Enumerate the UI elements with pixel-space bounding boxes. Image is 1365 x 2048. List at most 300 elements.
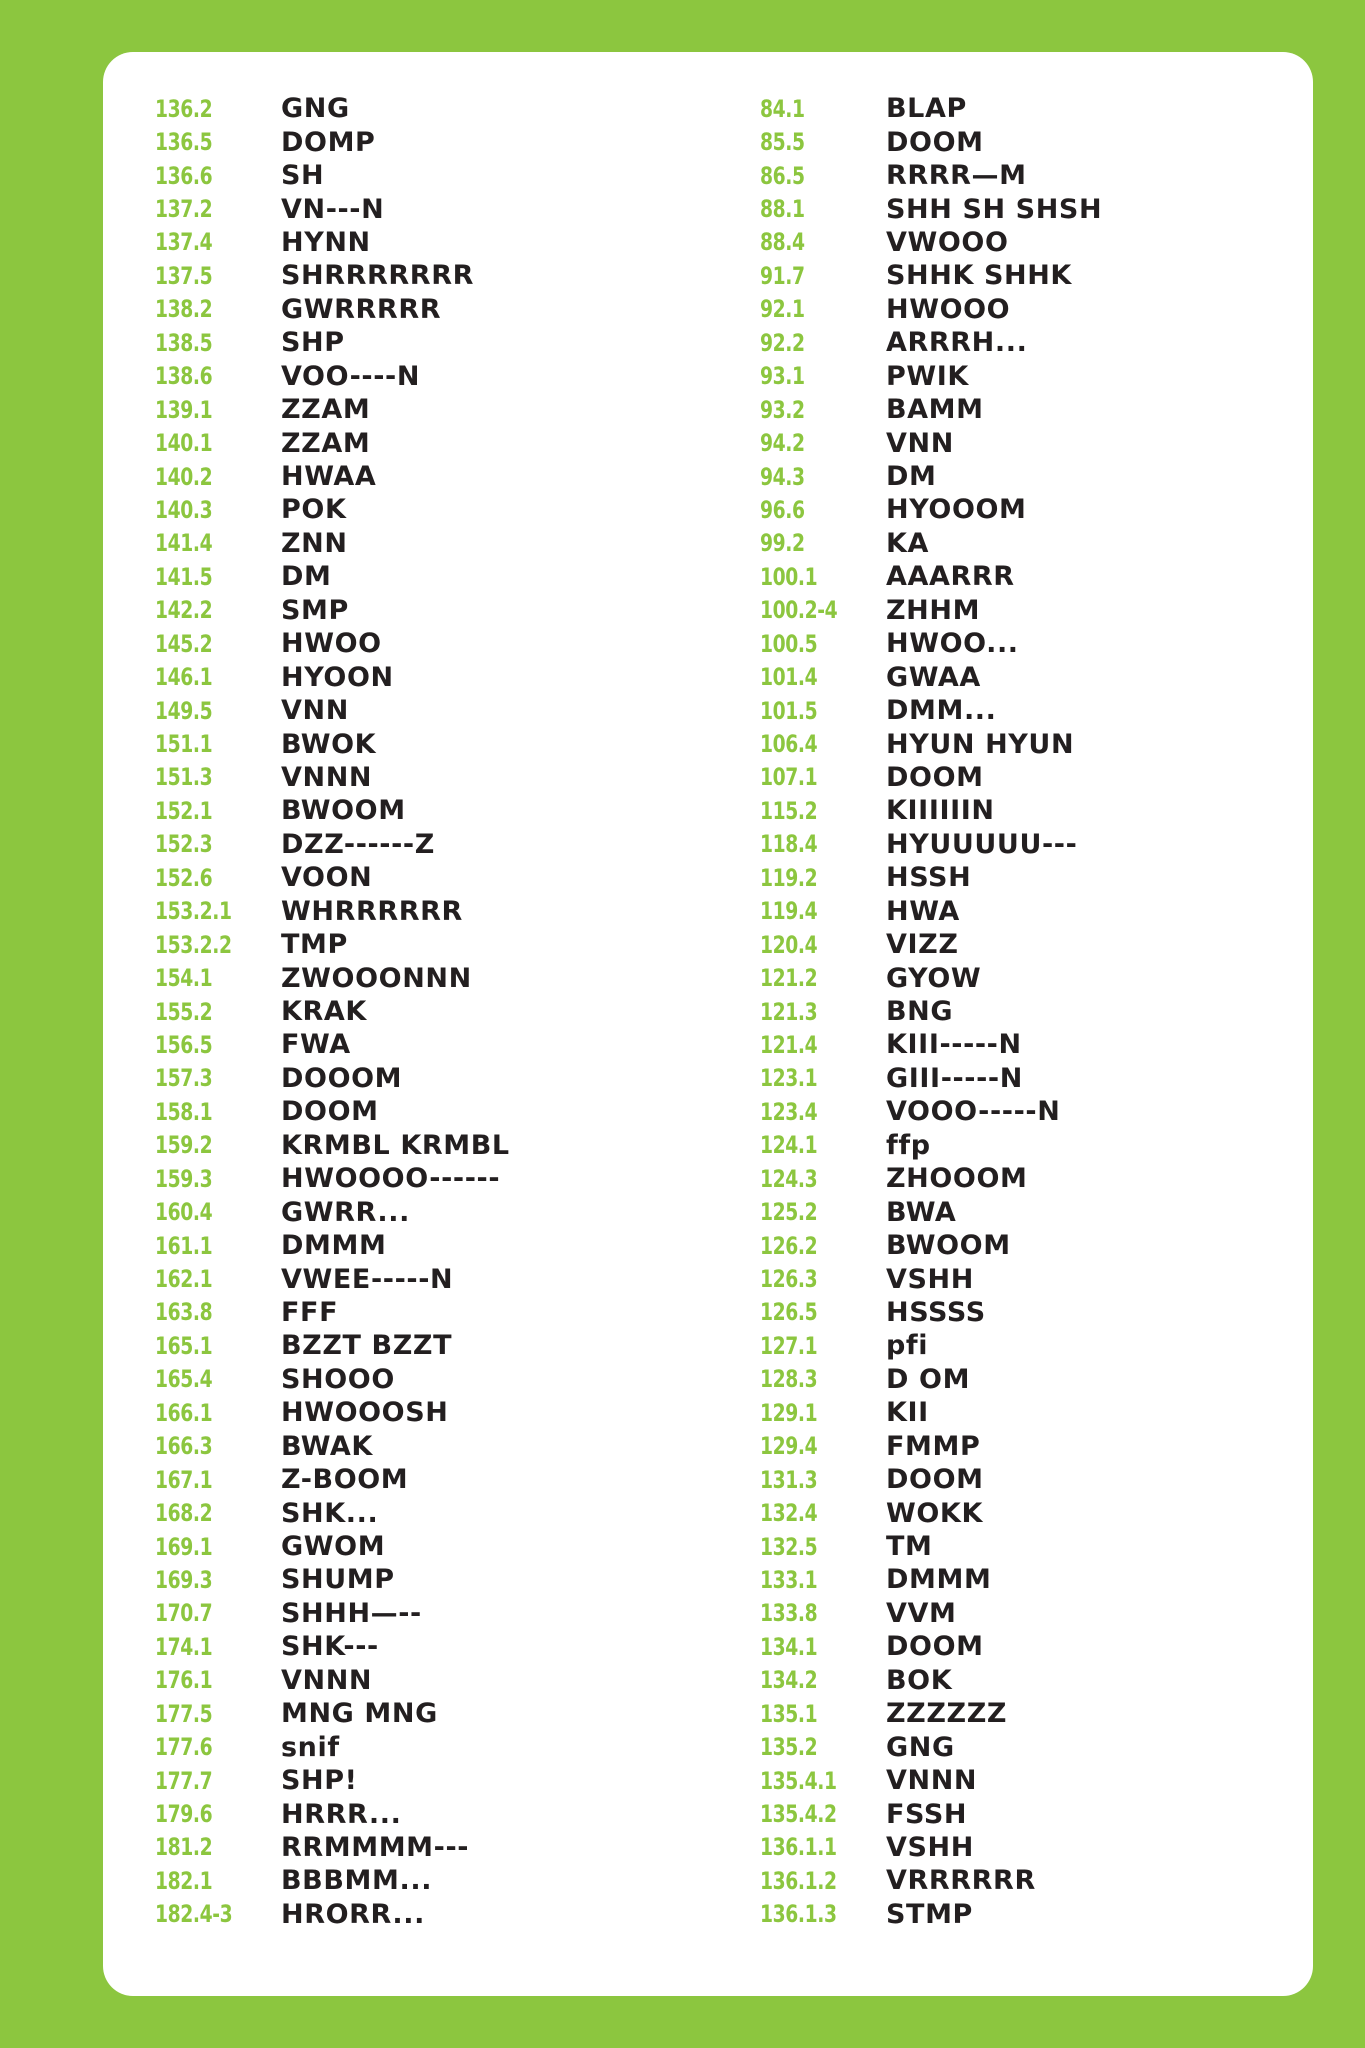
glossary-row xyxy=(155,1730,510,1763)
page-panel-number: 181.2 xyxy=(155,1833,213,1862)
sfx-glossary-card xyxy=(103,52,1313,1996)
sound-effect-text: GYOW xyxy=(886,962,982,994)
sound-effect-text: DOOOM xyxy=(281,1062,403,1094)
page-panel-number: 166.3 xyxy=(155,1432,213,1461)
page-panel-number: 152.6 xyxy=(155,863,213,892)
page-panel-number: 182.4-3 xyxy=(155,1900,233,1929)
sound-effect-text: VOOO-----N xyxy=(886,1096,1061,1128)
sound-effect-text: SHH SH SHSH xyxy=(886,193,1103,225)
sound-effect-text: TM xyxy=(886,1531,933,1563)
sound-effect-text: PWIK xyxy=(886,360,969,392)
sound-effect-text: ZHHM xyxy=(886,594,981,626)
sound-effect-text: HYUN HYUN xyxy=(886,728,1075,760)
sound-effect-text: KA xyxy=(886,527,930,559)
page-panel-number: 134.2 xyxy=(760,1666,818,1695)
page-panel-number: 121.3 xyxy=(760,997,818,1026)
sound-effect-text: DOOM xyxy=(886,1464,984,1496)
page-panel-number: 149.5 xyxy=(155,696,213,725)
glossary-row xyxy=(155,226,510,259)
glossary-row xyxy=(155,961,510,994)
page-panel-number: 158.1 xyxy=(155,1097,213,1126)
page-panel-number: 156.5 xyxy=(155,1030,213,1059)
page-panel-number: 107.1 xyxy=(760,763,818,792)
glossary-row xyxy=(155,1262,510,1295)
glossary-row xyxy=(760,1262,1102,1295)
glossary-row xyxy=(155,1329,510,1362)
sound-effect-text: Z-BOOM xyxy=(281,1464,409,1496)
sound-effect-text: SHP xyxy=(281,327,345,359)
sound-effect-text: HYOON xyxy=(281,661,394,693)
sound-effect-text: DMMM xyxy=(886,1564,992,1596)
sound-effect-text: FFF xyxy=(281,1296,339,1328)
glossary-row xyxy=(155,1797,510,1830)
sound-effect-text: GNG xyxy=(886,1731,955,1763)
page-panel-number: 135.4.2 xyxy=(760,1800,837,1829)
sound-effect-text: GWRR... xyxy=(281,1196,410,1228)
sound-effect-text: snif xyxy=(281,1731,340,1763)
sound-effect-text: ZZZZZZ xyxy=(886,1698,1008,1730)
glossary-row xyxy=(760,1898,1102,1931)
glossary-row xyxy=(155,594,510,627)
left-column xyxy=(155,92,510,1931)
sound-effect-text: WOKK xyxy=(886,1497,983,1529)
sound-effect-text: DOMP xyxy=(281,126,376,158)
glossary-row xyxy=(760,995,1102,1028)
page-panel-number: 126.5 xyxy=(760,1298,818,1327)
page-panel-number: 94.3 xyxy=(760,462,805,491)
page-panel-number: 153.2.1 xyxy=(155,897,232,926)
glossary-row xyxy=(760,1062,1102,1095)
page-panel-number: 93.1 xyxy=(760,362,805,391)
page-panel-number: 138.2 xyxy=(155,295,213,324)
page-panel-number: 179.6 xyxy=(155,1800,213,1829)
page-panel-number: 152.3 xyxy=(155,830,213,859)
page-panel-number: 85.5 xyxy=(760,128,805,157)
glossary-row xyxy=(155,1162,510,1195)
sound-effect-text: GWOM xyxy=(281,1531,386,1563)
glossary-row xyxy=(155,1764,510,1797)
glossary-row xyxy=(760,1363,1102,1396)
page-panel-number: 137.5 xyxy=(155,261,213,290)
glossary-row xyxy=(760,125,1102,158)
page-panel-number: 121.2 xyxy=(760,964,818,993)
page-panel-number: 138.6 xyxy=(155,362,213,391)
page-panel-number: 165.1 xyxy=(155,1331,213,1360)
sound-effect-text: HRRR... xyxy=(281,1798,402,1830)
page-panel-number: 169.1 xyxy=(155,1532,213,1561)
sound-effect-text: HWOO... xyxy=(886,628,1019,660)
glossary-row xyxy=(155,1396,510,1429)
sound-effect-text: GNG xyxy=(281,93,350,125)
page-panel-number: 101.5 xyxy=(760,696,818,725)
sound-effect-text: VNN xyxy=(281,695,349,727)
page-panel-number: 94.2 xyxy=(760,429,805,458)
sound-effect-text: DM xyxy=(886,461,937,493)
page-panel-number: 126.2 xyxy=(760,1231,818,1260)
sound-effect-text: VNNN xyxy=(886,1765,978,1797)
glossary-row xyxy=(760,560,1102,593)
page-panel-number: 100.1 xyxy=(760,562,818,591)
page-panel-number: 165.4 xyxy=(155,1365,213,1394)
page-panel-number: 136.1.1 xyxy=(760,1833,837,1862)
page-panel-number: 106.4 xyxy=(760,730,818,759)
page-panel-number: 177.5 xyxy=(155,1699,213,1728)
glossary-row xyxy=(155,1831,510,1864)
glossary-row xyxy=(155,460,510,493)
sound-effect-text: HSSH xyxy=(886,862,972,894)
page-panel-number: 152.1 xyxy=(155,796,213,825)
glossary-row xyxy=(155,627,510,660)
page-panel-number: 133.1 xyxy=(760,1565,818,1594)
sound-effect-text: HYUUUUU--- xyxy=(886,828,1078,860)
page-panel-number: 92.2 xyxy=(760,328,805,357)
sound-effect-text: VIZZ xyxy=(886,929,959,961)
glossary-row xyxy=(155,995,510,1028)
glossary-row xyxy=(760,1797,1102,1830)
page-panel-number: 127.1 xyxy=(760,1331,818,1360)
page-panel-number: 167.1 xyxy=(155,1465,213,1494)
sound-effect-text: HWOO xyxy=(281,628,382,660)
sound-effect-text: VOO----N xyxy=(281,360,421,392)
sound-effect-text: BBBMM... xyxy=(281,1865,433,1897)
glossary-row xyxy=(760,627,1102,660)
glossary-row xyxy=(760,594,1102,627)
glossary-row xyxy=(760,326,1102,359)
glossary-row xyxy=(155,360,510,393)
sound-effect-text: BWOK xyxy=(281,728,377,760)
sound-effect-text: HYOOOM xyxy=(886,494,1027,526)
sound-effect-text: BWOOM xyxy=(886,1230,1011,1262)
sound-effect-text: KRMBL KRMBL xyxy=(281,1129,510,1161)
sound-effect-text: VNNN xyxy=(281,1664,373,1696)
glossary-row xyxy=(155,560,510,593)
sound-effect-text: GIII-----N xyxy=(886,1062,1023,1094)
page-panel-number: 141.4 xyxy=(155,529,213,558)
page-panel-number: 84.1 xyxy=(760,94,805,123)
page-panel-number: 157.3 xyxy=(155,1064,213,1093)
page-panel-number: 135.2 xyxy=(760,1733,818,1762)
sound-effect-text: KIIIIIIN xyxy=(886,795,995,827)
glossary-row xyxy=(155,426,510,459)
sound-effect-text: SHOOO xyxy=(281,1363,395,1395)
sound-effect-text: D OM xyxy=(886,1363,971,1395)
sound-effect-text: VRRRRRR xyxy=(886,1865,1036,1897)
glossary-row xyxy=(760,1530,1102,1563)
page-panel-number: 163.8 xyxy=(155,1298,213,1327)
sound-effect-text: AAARRR xyxy=(886,561,1015,593)
page-panel-number: 100.5 xyxy=(760,629,818,658)
page-panel-number: 151.3 xyxy=(155,763,213,792)
page-panel-number: 121.4 xyxy=(760,1030,818,1059)
glossary-row xyxy=(155,259,510,292)
glossary-row xyxy=(760,1697,1102,1730)
glossary-row xyxy=(760,1028,1102,1061)
page-panel-number: 93.2 xyxy=(760,395,805,424)
glossary-row xyxy=(155,125,510,158)
glossary-row xyxy=(155,828,510,861)
sound-effect-text: MNG MNG xyxy=(281,1698,438,1730)
sound-effect-text: BWOOM xyxy=(281,795,406,827)
page-panel-number: 136.5 xyxy=(155,128,213,157)
glossary-row xyxy=(155,1062,510,1095)
glossary-row xyxy=(760,1597,1102,1630)
glossary-row xyxy=(760,1463,1102,1496)
glossary-row xyxy=(155,1496,510,1529)
page-panel-number: 123.1 xyxy=(760,1064,818,1093)
sound-effect-text: VOON xyxy=(281,862,373,894)
page-panel-number: 125.2 xyxy=(760,1198,818,1227)
page-panel-number: 136.2 xyxy=(155,94,213,123)
sound-effect-text: ZWOOONNN xyxy=(281,962,472,994)
glossary-row xyxy=(155,293,510,326)
page-panel-number: 135.1 xyxy=(760,1699,818,1728)
sound-effect-text: ZNN xyxy=(281,527,348,559)
glossary-row xyxy=(760,1563,1102,1596)
glossary-row xyxy=(155,727,510,760)
glossary-row xyxy=(155,1898,510,1931)
sound-effect-text: BZZT BZZT xyxy=(281,1330,453,1362)
glossary-row xyxy=(760,1864,1102,1897)
sound-effect-text: DMM... xyxy=(886,695,997,727)
sound-effect-text: HWAA xyxy=(281,461,377,493)
sound-effect-text: HYNN xyxy=(281,226,371,258)
glossary-row xyxy=(155,694,510,727)
page-panel-number: 120.4 xyxy=(760,930,818,959)
sound-effect-text: TMP xyxy=(281,929,348,961)
glossary-row xyxy=(155,1664,510,1697)
sound-effect-text: KIII-----N xyxy=(886,1029,1022,1061)
sound-effect-text: ffp xyxy=(886,1129,931,1161)
glossary-row xyxy=(760,460,1102,493)
sound-effect-text: FSSH xyxy=(886,1798,968,1830)
page-panel-number: 153.2.2 xyxy=(155,930,232,959)
page-panel-number: 135.4.1 xyxy=(760,1766,837,1795)
sound-effect-text: KRAK xyxy=(281,996,367,1028)
page-panel-number: 101.4 xyxy=(760,663,818,692)
glossary-row xyxy=(760,493,1102,526)
sound-effect-text: ZHOOOM xyxy=(886,1163,1028,1195)
glossary-row xyxy=(760,727,1102,760)
page-panel-number: 145.2 xyxy=(155,629,213,658)
glossary-row xyxy=(760,360,1102,393)
glossary-row xyxy=(155,1597,510,1630)
glossary-row xyxy=(760,527,1102,560)
page-panel-number: 138.5 xyxy=(155,328,213,357)
glossary-row xyxy=(760,1129,1102,1162)
sound-effect-text: DMMM xyxy=(281,1230,387,1262)
page-panel-number: 124.1 xyxy=(760,1131,818,1160)
glossary-row xyxy=(155,527,510,560)
glossary-row xyxy=(155,1430,510,1463)
page-panel-number: 136.1.3 xyxy=(760,1900,837,1929)
glossary-row xyxy=(760,1229,1102,1262)
glossary-row xyxy=(155,1697,510,1730)
sound-effect-text: SHHH—-- xyxy=(281,1597,422,1629)
glossary-row xyxy=(760,1496,1102,1529)
glossary-row xyxy=(760,293,1102,326)
glossary-row xyxy=(760,259,1102,292)
sound-effect-text: GWAA xyxy=(886,661,981,693)
page-panel-number: 88.1 xyxy=(760,195,805,224)
sound-effect-text: VWEE-----N xyxy=(281,1263,454,1295)
sound-effect-text: DOOM xyxy=(281,1096,379,1128)
page-panel-number: 159.3 xyxy=(155,1164,213,1193)
page-panel-number: 132.5 xyxy=(760,1532,818,1561)
sound-effect-text: RRRR—M xyxy=(886,160,1027,192)
page-panel-number: 115.2 xyxy=(760,796,818,825)
glossary-row xyxy=(760,828,1102,861)
sound-effect-text: BNG xyxy=(886,996,954,1028)
glossary-row xyxy=(760,192,1102,225)
glossary-row xyxy=(760,1329,1102,1362)
page-panel-number: 140.3 xyxy=(155,495,213,524)
sound-effect-text: SHHK SHHK xyxy=(886,260,1072,292)
glossary-row xyxy=(155,1229,510,1262)
page-panel-number: 118.4 xyxy=(760,830,818,859)
glossary-row xyxy=(760,694,1102,727)
sound-effect-text: ZZAM xyxy=(281,427,371,459)
glossary-row xyxy=(155,861,510,894)
sound-effect-text: VNNN xyxy=(281,761,373,793)
glossary-row xyxy=(760,660,1102,693)
sound-effect-text: BWA xyxy=(886,1196,957,1228)
sound-effect-text: pfi xyxy=(886,1330,929,1362)
sound-effect-text: SHP! xyxy=(281,1765,358,1797)
glossary-row xyxy=(155,1563,510,1596)
glossary-row xyxy=(155,1363,510,1396)
glossary-row xyxy=(760,961,1102,994)
page-panel-number: 126.3 xyxy=(760,1265,818,1294)
page-panel-number: 92.1 xyxy=(760,295,805,324)
glossary-row xyxy=(155,1630,510,1663)
glossary-row xyxy=(155,794,510,827)
sound-effect-text: SHK... xyxy=(281,1497,379,1529)
glossary-row xyxy=(155,1463,510,1496)
sound-effect-text: ARRRH... xyxy=(886,327,1028,359)
sound-effect-text: STMP xyxy=(886,1898,973,1930)
glossary-row xyxy=(760,159,1102,192)
glossary-row xyxy=(760,1296,1102,1329)
page-panel-number: 136.1.2 xyxy=(760,1866,837,1895)
page-panel-number: 100.2-4 xyxy=(760,596,838,625)
glossary-row xyxy=(760,761,1102,794)
glossary-row xyxy=(760,1195,1102,1228)
page-panel-number: 91.7 xyxy=(760,261,805,290)
sound-effect-text: DZZ------Z xyxy=(281,828,435,860)
page-panel-number: 155.2 xyxy=(155,997,213,1026)
glossary-row xyxy=(760,1764,1102,1797)
page-panel-number: 131.3 xyxy=(760,1465,818,1494)
page-panel-number: 159.2 xyxy=(155,1131,213,1160)
glossary-row xyxy=(760,895,1102,928)
page-panel-number: 140.2 xyxy=(155,462,213,491)
sound-effect-text: HWOOOO------ xyxy=(281,1163,501,1195)
sound-effect-text: DOOM xyxy=(886,761,984,793)
page-panel-number: 133.8 xyxy=(760,1599,818,1628)
glossary-row xyxy=(155,895,510,928)
sound-effect-text: HWOOO xyxy=(886,293,1011,325)
sound-effect-text: DOOM xyxy=(886,1631,984,1663)
glossary-row xyxy=(760,92,1102,125)
page-panel-number: 119.4 xyxy=(760,897,818,926)
sound-effect-text: BLAP xyxy=(886,93,967,125)
page-panel-number: 161.1 xyxy=(155,1231,213,1260)
glossary-row xyxy=(155,1296,510,1329)
glossary-row xyxy=(155,1195,510,1228)
page-panel-number: 170.7 xyxy=(155,1599,213,1628)
sound-effect-text: HSSSS xyxy=(886,1296,986,1328)
sound-effect-text: HWA xyxy=(886,895,960,927)
sound-effect-text: VNN xyxy=(886,427,954,459)
glossary-row xyxy=(760,1831,1102,1864)
page-panel-number: 132.4 xyxy=(760,1499,818,1528)
page-panel-number: 177.7 xyxy=(155,1766,213,1795)
page-panel-number: 96.6 xyxy=(760,495,805,524)
sound-effect-text: BWAK xyxy=(281,1430,373,1462)
page-panel-number: 139.1 xyxy=(155,395,213,424)
page-panel-number: 168.2 xyxy=(155,1499,213,1528)
sound-effect-text: SHUMP xyxy=(281,1564,395,1596)
glossary-row xyxy=(155,92,510,125)
sound-effect-text: ZZAM xyxy=(281,394,371,426)
glossary-row xyxy=(760,1095,1102,1128)
glossary-row xyxy=(155,660,510,693)
sound-effect-text: FWA xyxy=(281,1029,351,1061)
sound-effect-text: WHRRRRRR xyxy=(281,895,463,927)
page-panel-number: 119.2 xyxy=(760,863,818,892)
sound-effect-text: HRORR... xyxy=(281,1898,425,1930)
sound-effect-text: SH xyxy=(281,160,325,192)
glossary-row xyxy=(155,1129,510,1162)
sound-effect-text: BAMM xyxy=(886,394,984,426)
glossary-row xyxy=(760,226,1102,259)
page-panel-number: 177.6 xyxy=(155,1733,213,1762)
glossary-row xyxy=(155,393,510,426)
glossary-row xyxy=(155,326,510,359)
glossary-row xyxy=(760,928,1102,961)
sound-effect-text: VVM xyxy=(886,1597,957,1629)
page-panel-number: 154.1 xyxy=(155,964,213,993)
page-panel-number: 162.1 xyxy=(155,1265,213,1294)
page-panel-number: 146.1 xyxy=(155,663,213,692)
glossary-row xyxy=(155,1864,510,1897)
sound-effect-text: BOK xyxy=(886,1664,953,1696)
sound-effect-text: SHRRRRRRR xyxy=(281,260,474,292)
glossary-row xyxy=(760,1396,1102,1429)
sound-effect-text: GWRRRRR xyxy=(281,293,442,325)
glossary-row xyxy=(760,861,1102,894)
page-panel-number: 176.1 xyxy=(155,1666,213,1695)
page-panel-number: 99.2 xyxy=(760,529,805,558)
page-panel-number: 141.5 xyxy=(155,562,213,591)
glossary-row xyxy=(155,1530,510,1563)
page-panel-number: 129.4 xyxy=(760,1432,818,1461)
glossary-row xyxy=(760,1430,1102,1463)
sound-effect-text: VWOOO xyxy=(886,226,1009,258)
glossary-row xyxy=(155,928,510,961)
page-panel-number: 166.1 xyxy=(155,1398,213,1427)
page-panel-number: 142.2 xyxy=(155,596,213,625)
glossary-row xyxy=(155,1095,510,1128)
page-panel-number: 169.3 xyxy=(155,1565,213,1594)
page-panel-number: 129.1 xyxy=(760,1398,818,1427)
sound-effect-text: VSHH xyxy=(886,1263,974,1295)
sound-effect-text: FMMP xyxy=(886,1430,981,1462)
sound-effect-text: SMP xyxy=(281,594,349,626)
glossary-row xyxy=(760,1162,1102,1195)
page-panel-number: 88.4 xyxy=(760,228,805,257)
page-panel-number: 134.1 xyxy=(760,1632,818,1661)
